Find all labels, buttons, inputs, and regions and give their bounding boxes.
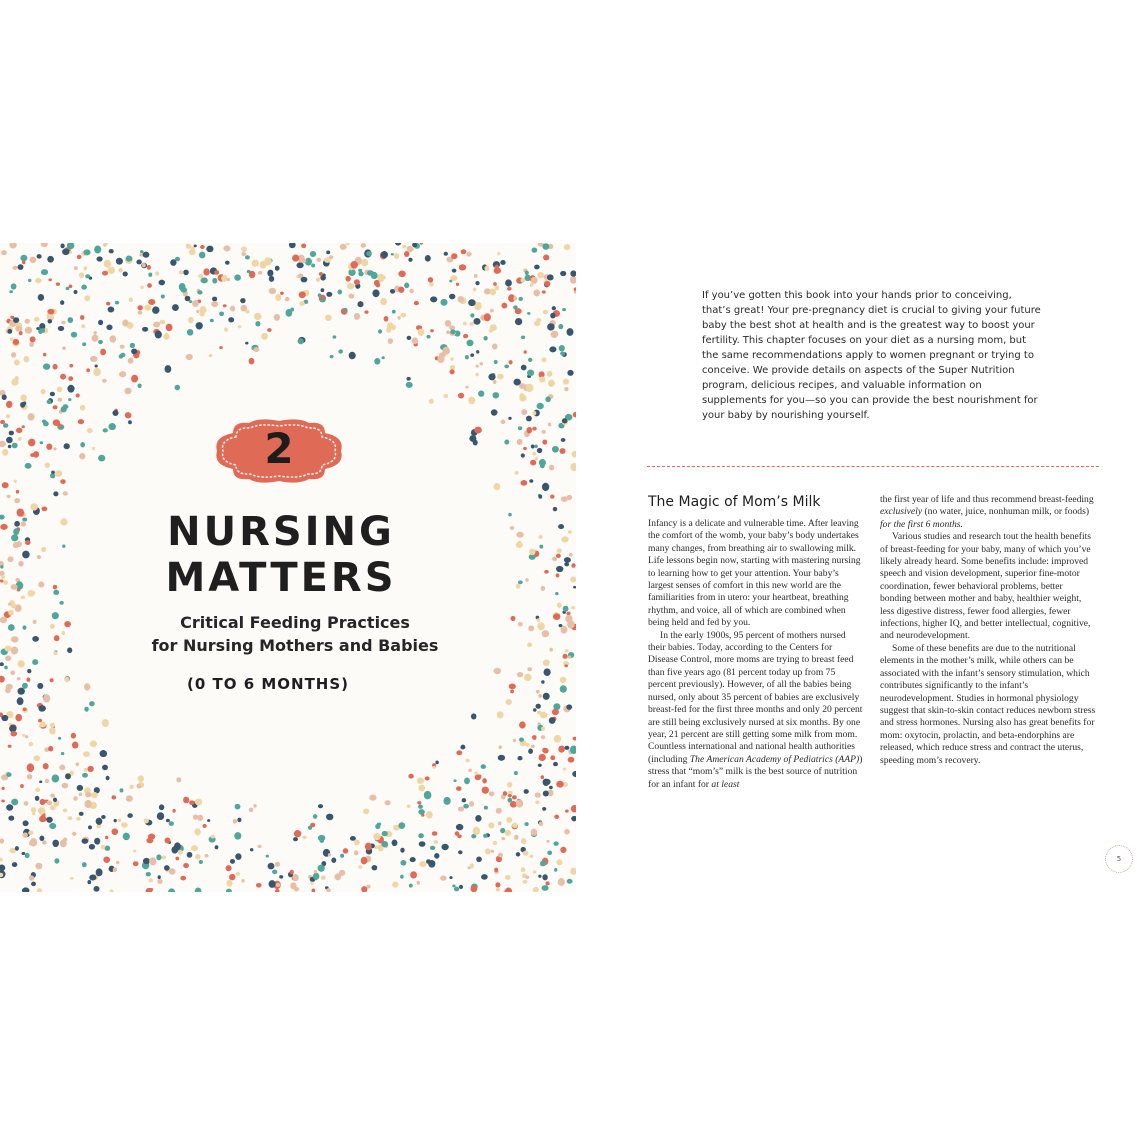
body-paragraph: Infancy is a delicate and vulnerable time. After leaving the comfort of the womb, your baby’s body undertakes many changes, from breathing air to swallowing milk. Life lessons begin now, starting with mastering nursing to learning how to get your attention. Your baby’s largest senses of comfort in this new world are the familiarities from in utero: your heartbeat, breathing rhythm, and voice, all of which are combined when being held and fed by you. — [648, 518, 861, 629]
age-range-label: (0 TO 6 MONTHS) — [186, 675, 350, 693]
body-paragraph: Various studies and research tout the health benefits of breast-feeding for your baby, many of which you’ve likely already heard. Some benefits include: improved speech and vision development, superior fine-motor coordination, fewer behavioral problems, better bonding between mother and baby, healthier weight, less digestive distress, fewer food allergies, fewer infections, higher IQ, and better intellectual, cognitive, and neurodevelopment. — [880, 531, 1092, 642]
body-column-left — [648, 518, 864, 791]
chapter-title-line-2: MATTERS — [165, 555, 397, 601]
chapter-number: 2 — [264, 424, 294, 473]
body-column-right — [880, 494, 1096, 767]
chapter-title-block — [0, 243, 576, 892]
intro-paragraph: If you’ve gotten this book into your hands prior to conceiving, that’s great! Your pre-pregnancy diet is crucial to giving your future baby the best shot at health and is the greatest way to boost your fertility. This chapter focuses on your diet as a nursing mom, but the same recommendations apply to women pregnant or trying to conceive. We provide details on aspects of the Super Nutrition program, delicious recipes, and valuable information on supplements for you—so you can provide the best nourishment for your baby by nourishing yourself. — [702, 290, 1041, 421]
body-paragraph: In the early 1900s, 95 percent of mothers nursed their babies. Today, according to the Centers for Disease Control, more moms are trying to breast feed than five years ago (81 percent today up from 75 percent previously). However, of all the babies being nursed, only about 35 percent of babies are exclusively breast-fed for the first three months and only 20 percent are still being exclusively nursed at six months. By one year, 21 percent are still getting some milk from mom. Countless international and national health authorities (including The American Academy of Pediatrics (AAP)) stress that “mom’s” milk is the best source of nutrition for an infant for at least — [648, 629, 863, 790]
section-heading: The Magic of Mom’s Milk — [648, 494, 821, 510]
chapter-subtitle-line-2: for Nursing Mothers and Babies — [151, 636, 439, 655]
chapter-title-line-1: NURSING — [167, 509, 395, 555]
page-number: 5 — [1105, 845, 1133, 873]
body-paragraph: Some of these benefits are due to the nutritional elements in the mother’s milk, while others can be associated with the infant’s sensory stimulation, which contributes significantly to the infant’s neurodevelopment. Studies in hormonal physiology suggest that skin-to-skin contact reduces newborn stress and stress hormones. Nursing also has great benefits for mom: oxytocin, prolactin, and beta-endorphins are released, which reduce stress and contract the uterus, speeding mom’s recovery. — [880, 642, 1096, 766]
chapter-subtitle-line-1: Critical Feeding Practices — [180, 613, 410, 632]
section-divider — [647, 466, 1099, 467]
body-paragraph: the first year of life and thus recommend breast-feeding exclusively (no water, juice, nonhuman milk, or foods) for the first 6 months. — [880, 494, 1094, 530]
chapter-opener-page — [0, 243, 576, 892]
